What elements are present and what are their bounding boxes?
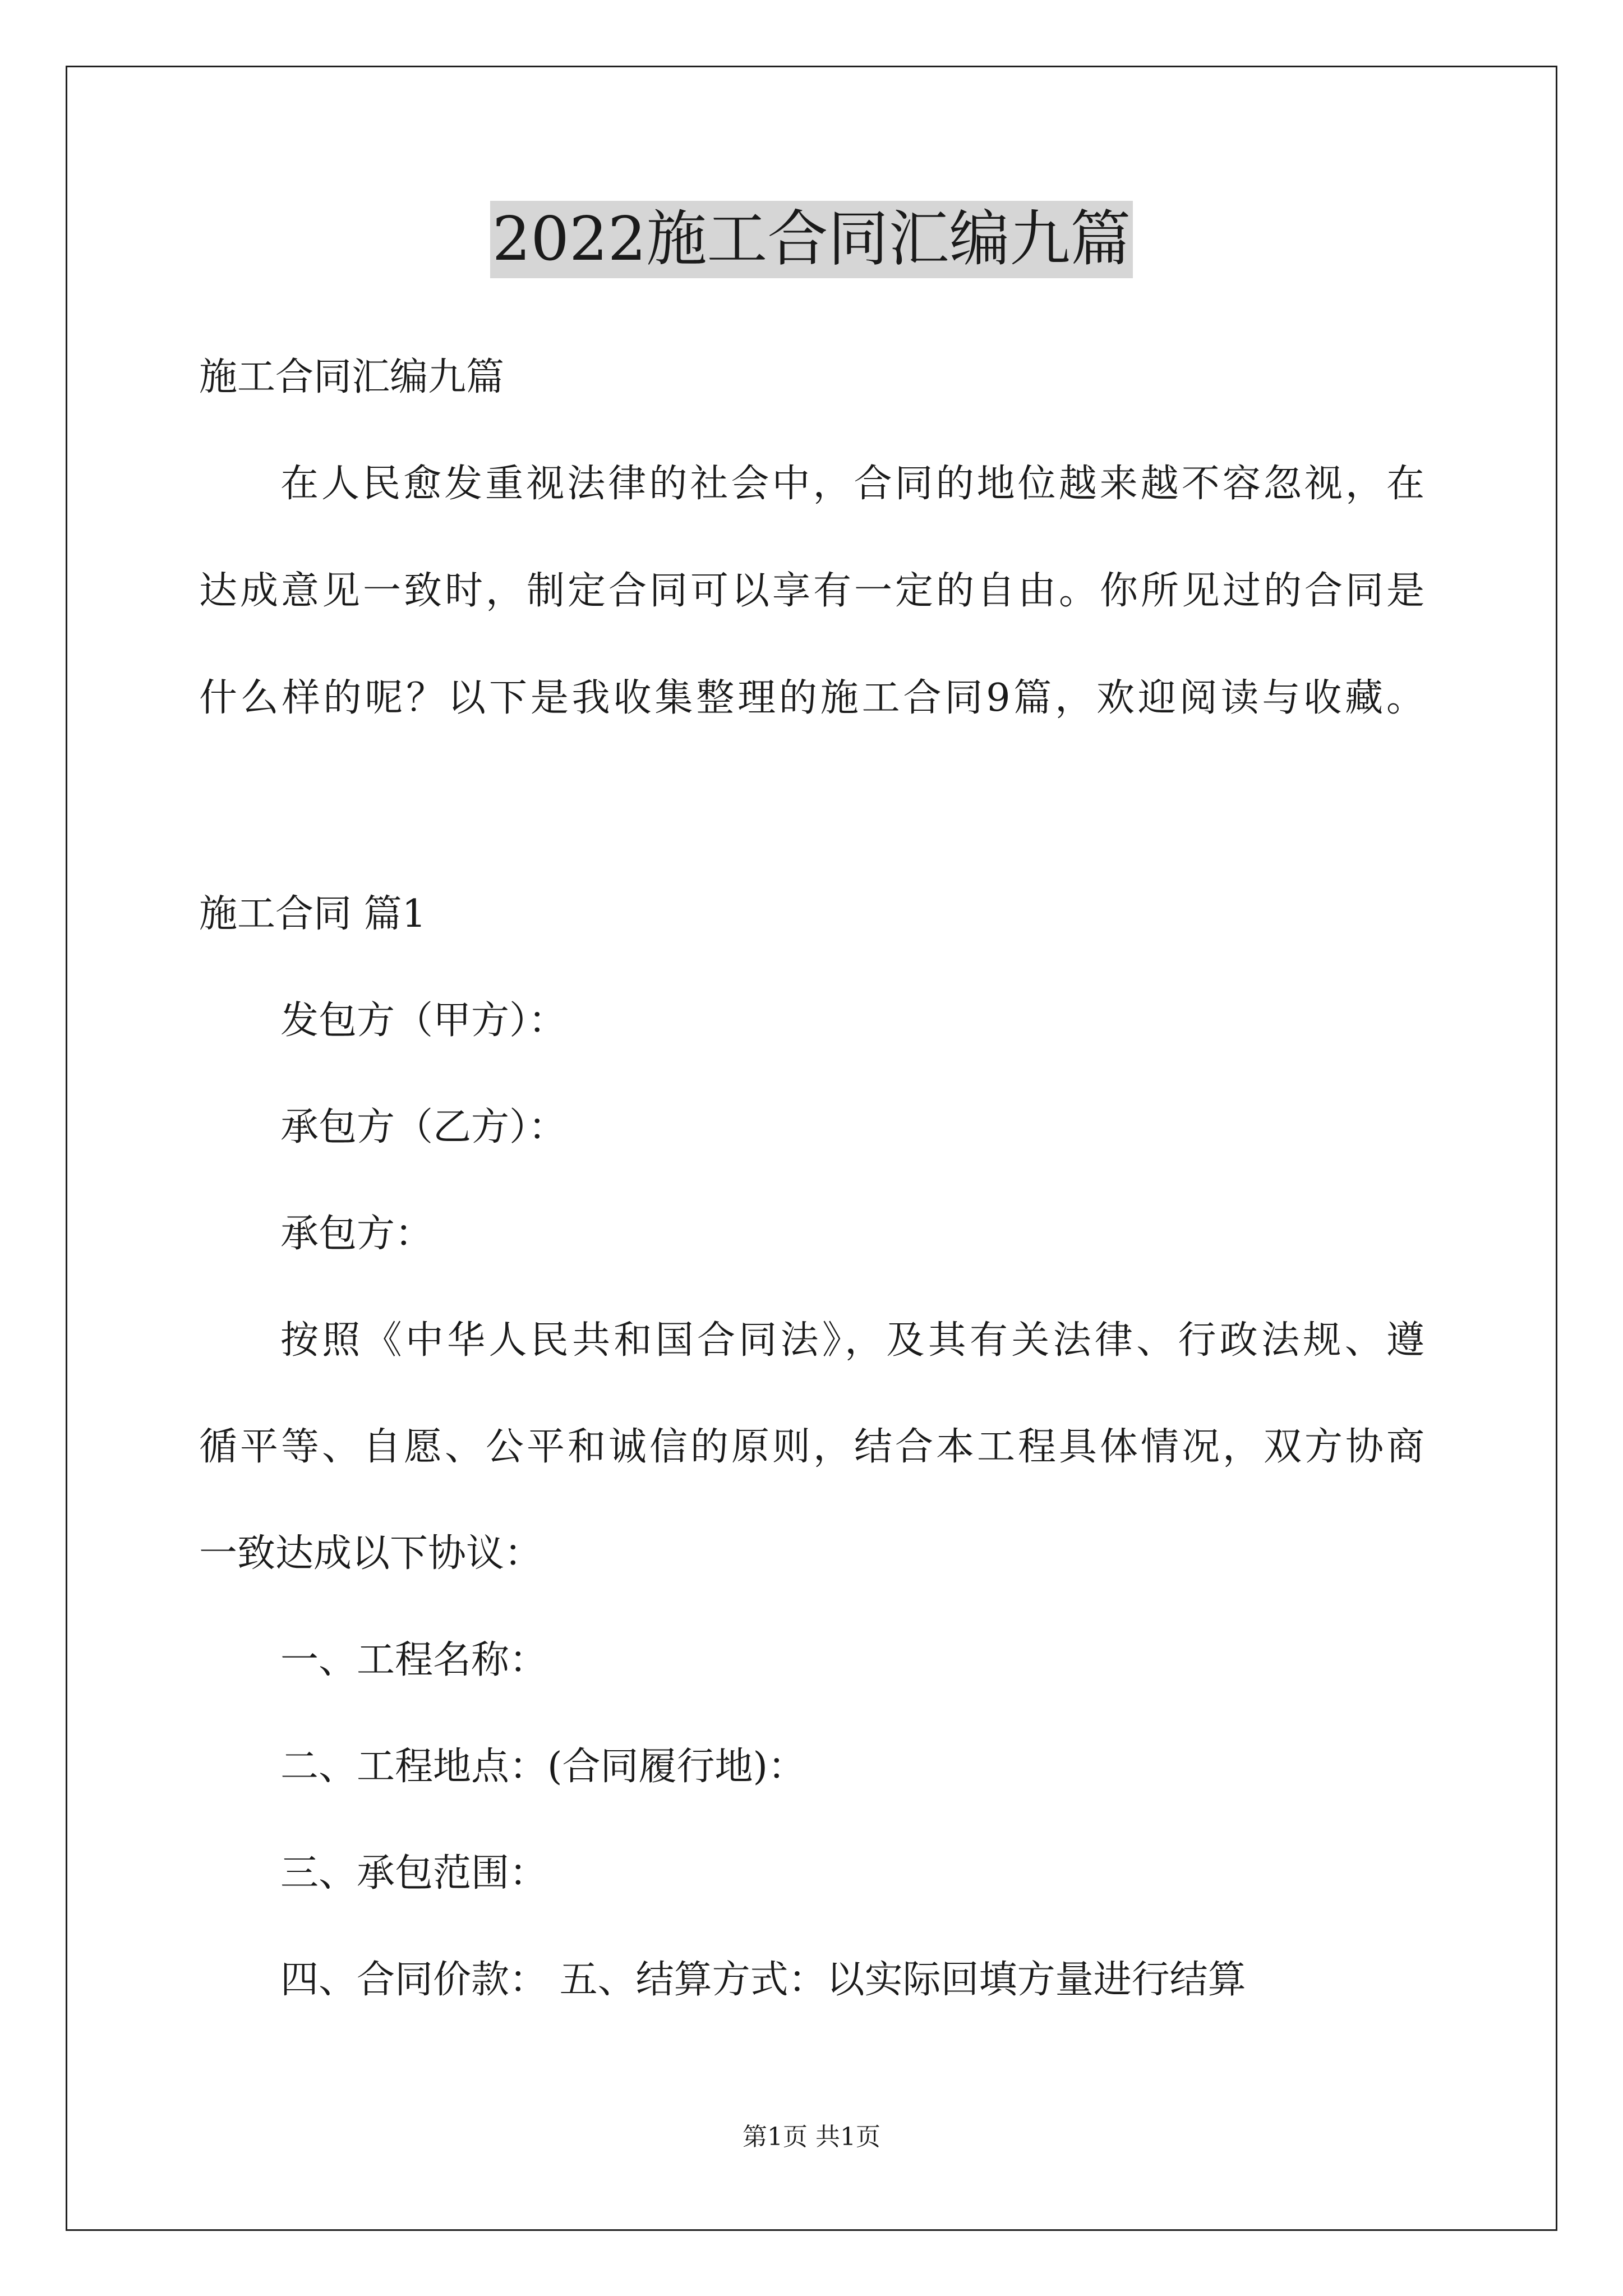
clause-4-5: 四、合同价款： 五、结算方式：以实际回填方量进行结算 (280, 1958, 1246, 2002)
section-heading: 施工合同 篇1 (199, 892, 426, 936)
basis-line-2: 循平等、自愿、公平和诚信的原则，结合本工程具体情况，双方协商 (199, 1425, 1424, 1469)
document-title: 2022施工合同汇编九篇 (490, 201, 1133, 278)
clause-3: 三、承包范围： (280, 1851, 548, 1895)
basis-line-1: 按照《中华人民共和国合同法》，及其有关法律、行政法规、遵 (280, 1318, 1424, 1363)
clause-2: 二、工程地点：(合同履行地)： (280, 1745, 806, 1789)
title-container (0, 201, 1623, 278)
party-a-line: 发包方（甲方）： (280, 999, 567, 1043)
intro-line-1: 在人民愈发重视法律的社会中，合同的地位越来越不容忽视，在 (280, 462, 1424, 506)
basis-line-3: 一致达成以下协议： (199, 1531, 543, 1576)
party-b-line: 承包方（乙方）： (280, 1105, 567, 1149)
document-subtitle: 施工合同汇编九篇 (199, 355, 505, 399)
intro-line-2: 达成意见一致时，制定合同可以享有一定的自由。你所见过的合同是 (199, 569, 1424, 613)
intro-line-3: 什么样的呢？以下是我收集整理的施工合同9篇，欢迎阅读与收藏。 (199, 676, 1424, 720)
page-footer: 第1页 共1页 (743, 2123, 880, 2151)
clause-1: 一、工程名称： (280, 1638, 548, 1682)
contractor-line: 承包方： (280, 1212, 434, 1256)
